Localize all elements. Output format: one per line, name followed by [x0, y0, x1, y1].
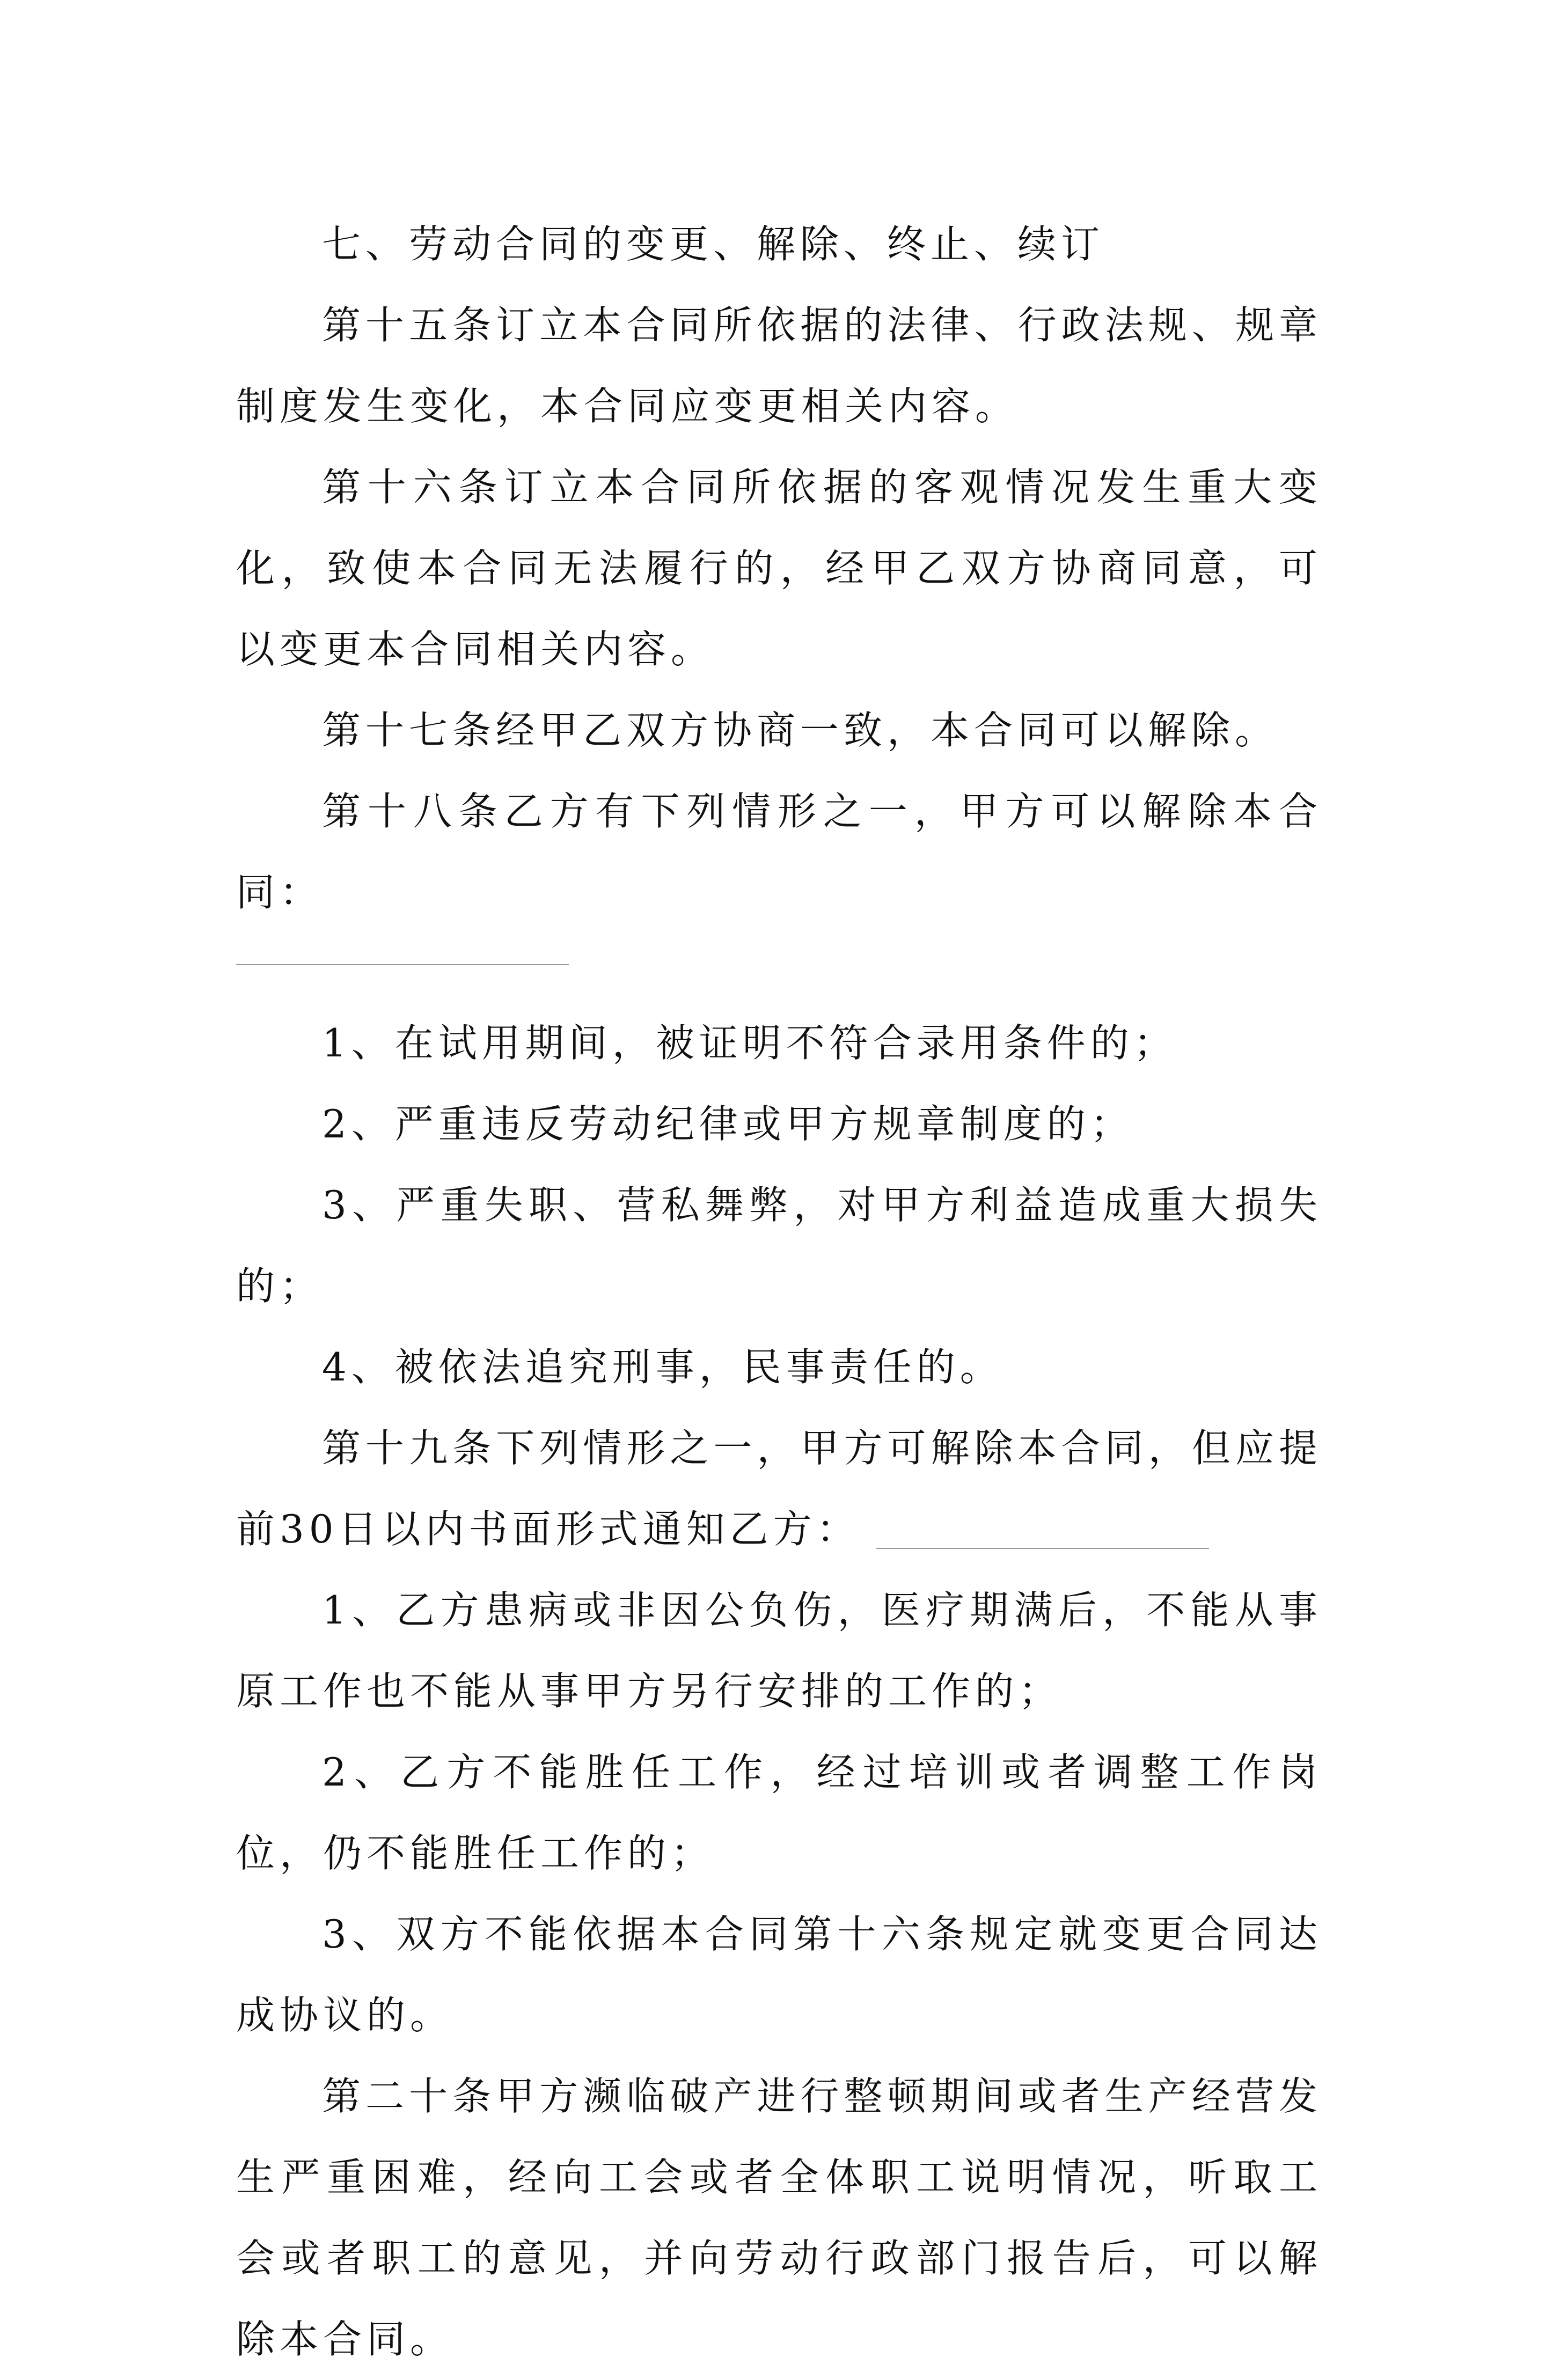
article-19-item: 2、乙方不能胜任工作，经过培训或者调整工作岗位，仍不能胜任工作的；	[236, 1750, 1322, 1876]
article-19	[236, 1408, 1322, 1570]
article-18-item: 1、在试用期间，被证明不符合录用条件的；	[322, 1020, 1177, 1066]
article-18-item: 3、严重失职、营私舞弊，对甲方利益造成重大损失的；	[236, 1182, 1322, 1309]
article-19-text: 第十九条下列情形之一，甲方可解除本合同，但应提前30日以内书面形式通知乙方：	[236, 1426, 1322, 1552]
article-17: 第十七条经甲乙双方协商一致，本合同可以解除。	[322, 708, 1279, 753]
blank-fill-line	[236, 964, 569, 965]
article-18-item: 4、被依法追究刑事，民事责任的。	[322, 1345, 1003, 1390]
article-19-item: 1、乙方患病或非因公负伤，医疗期满后，不能从事原工作也不能从事甲方另行安排的工作的；	[236, 1588, 1322, 1714]
inline-blank-fill-line	[876, 1548, 1209, 1549]
article-19-item: 3、双方不能依据本合同第十六条规定就变更合同达成协议的。	[236, 1912, 1322, 2038]
section-heading: 七、劳动合同的变更、解除、终止、续订	[322, 222, 1105, 267]
article-18: 第十八条乙方有下列情形之一，甲方可以解除本合同：	[236, 789, 1322, 915]
article-18-item: 2、严重违反劳动纪律或甲方规章制度的；	[322, 1101, 1134, 1147]
article-20: 第二十条甲方濒临破产进行整顿期间或者生产经营发生严重困难，经向工会或者全体职工说明情况，听取工会或者职工的意见，并向劳动行政部门报告后，可以解除本合同。	[236, 2074, 1322, 2362]
document-body	[236, 204, 1322, 2380]
article-15: 第十五条订立本合同所依据的法律、行政法规、规章制度发生变化，本合同应变更相关内容。	[236, 303, 1322, 429]
article-16: 第十六条订立本合同所依据的客观情况发生重大变化，致使本合同无法履行的，经甲乙双方协商同意，可以变更本合同相关内容。	[236, 465, 1322, 672]
